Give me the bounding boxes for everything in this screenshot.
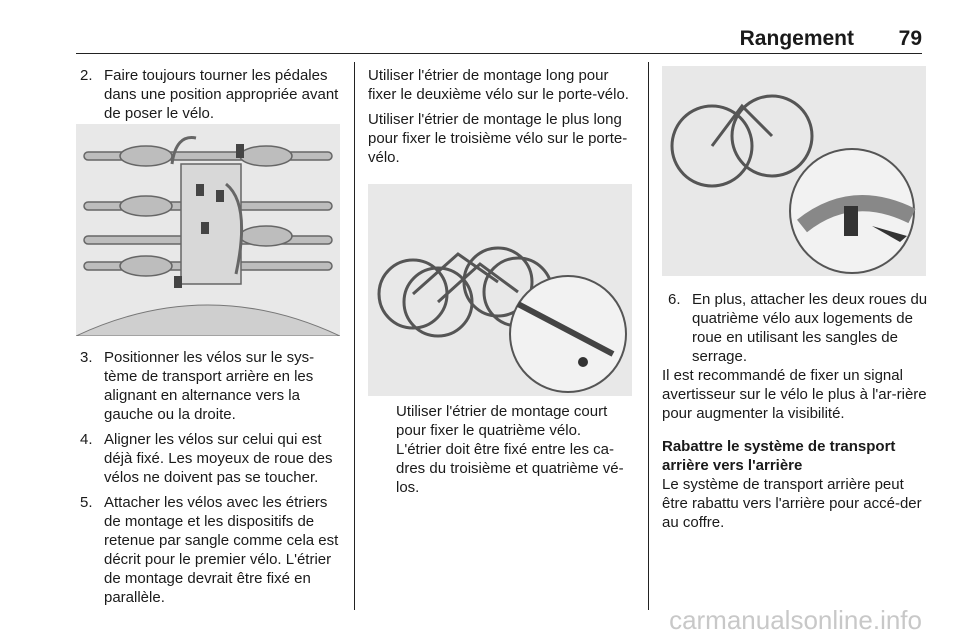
wheel-strap-illustration bbox=[662, 66, 926, 276]
column-3 bbox=[668, 290, 928, 372]
step-text: Aligner les vélos sur celui qui est déjà fixé. Les moyeux de roue des vélos ne doivent pas se toucher. bbox=[104, 431, 333, 486]
step-text: Faire toujours tourner les pédales dans une position appropriée avant de poser le vélo. bbox=[104, 67, 339, 122]
column-3-lower bbox=[662, 366, 930, 538]
step-text: Positionner les vélos sur le sys-tème de transport arrière en les alignant en alternance vers la gauche ou la droite. bbox=[104, 349, 315, 423]
paragraph: Le système de transport arrière peut être rabattu vers l'arrière pour accé-der au coffre. bbox=[662, 476, 922, 531]
paragraph: Utiliser l'étrier de montage court pour fixer le quatrième vélo. bbox=[396, 403, 608, 439]
watermark: carmanualsonline.info bbox=[669, 605, 922, 635]
step-text: Attacher les vélos avec les étriers de montage et les dispositifs de retenue par sangle comme cela est décrit pour le premier vélo. L'étrier de montage devrait être fixé en parallèle. bbox=[104, 494, 339, 606]
step-number: 6. bbox=[668, 291, 681, 308]
header-rule bbox=[76, 53, 922, 54]
bikes-side-view-illustration bbox=[368, 184, 632, 396]
step-3 bbox=[80, 348, 342, 424]
step-number: 3. bbox=[80, 349, 93, 366]
bikes-top-view-illustration bbox=[76, 124, 340, 336]
step-text: En plus, attacher les deux roues du quatrième vélo aux logements de roue en utilisant les sangles de serrage. bbox=[692, 291, 928, 365]
column-divider-2 bbox=[648, 62, 649, 610]
column-2-lower bbox=[396, 402, 636, 503]
column-1 bbox=[80, 66, 342, 129]
step-4 bbox=[80, 430, 342, 487]
column-1-lower bbox=[80, 348, 342, 613]
step-5 bbox=[80, 493, 342, 607]
paragraph: L'étrier doit être fixé entre les ca-dres du troisième et quatrième vé-los. bbox=[396, 441, 624, 496]
paragraph: Utiliser l'étrier de montage le plus long pour fixer le troisième vélo sur le porte-vélo. bbox=[368, 111, 628, 166]
paragraph: Utiliser l'étrier de montage long pour fixer le deuxième vélo sur le porte-vélo. bbox=[368, 67, 629, 103]
section-heading: Rabattre le système de transport arrière vers l'arrière bbox=[662, 438, 896, 474]
column-divider-1 bbox=[354, 62, 355, 610]
paragraph: Il est recommandé de fixer un signal avertisseur sur le vélo le plus à l'ar-rière pour augmenter la visibilité. bbox=[662, 367, 927, 422]
page-number: 79 bbox=[898, 27, 922, 50]
step-2 bbox=[80, 66, 342, 123]
step-number: 5. bbox=[80, 494, 93, 511]
page-title: Rangement bbox=[739, 27, 854, 50]
step-number: 2. bbox=[80, 67, 93, 84]
column-2 bbox=[368, 66, 636, 173]
step-number: 4. bbox=[80, 431, 93, 448]
step-6 bbox=[668, 290, 928, 366]
